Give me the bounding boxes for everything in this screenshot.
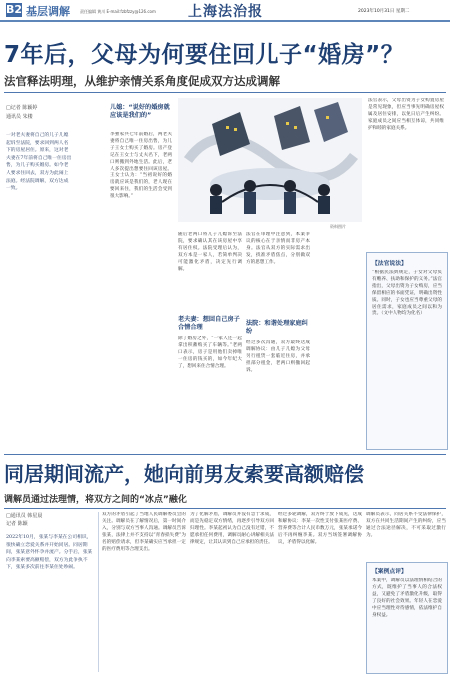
article2-col4-text: 经过多轮调解，双方终于放下成见，达成和解协议：李某一次性支付张某医疗费、营养费等合计人民币数万元，张某承诺今后不再纠缠李某。双方当场签署调解协议，矛盾得以化解。 bbox=[278, 512, 362, 545]
article2-subheadline: 调解员通过法理情，将双方之间的“冰点”融化 bbox=[4, 495, 187, 505]
divider bbox=[4, 508, 446, 509]
judge-commentary-text: “根据民法典规定，子女对父母负有赡养、扶助和保护的义务。”法官指出，父母出资为子女购房，应当保留相应的书面凭证，明确出资性质。同时，子女也应当尊重父母的居住需求，家庭成员之间以和为贵。（文中人物均为化名） bbox=[372, 270, 442, 317]
article1-byline-1: □记者 陈颖婷 bbox=[6, 105, 38, 111]
article1-col4-text: 法官在审理中注意到，本案争议的核心在于亲情而非房产本身。法官从双方的实际需求出发，找准矛盾焦点，分别做双方的思想工作。 bbox=[246, 232, 310, 265]
section-title: 基层调解 bbox=[26, 5, 70, 18]
article2-lead: 2022年10月，张某与李某在公司相识，很快确立恋爱关系并开始同居。同居期间，张某意外怀孕并流产。分手后，张某向李某索要高额赔偿，双方为此争执不下，张某多次前往李某住处吵闹。 bbox=[6, 535, 93, 571]
article1-illustration bbox=[178, 98, 362, 222]
article1-col4-text2: 经过多次沟通，双方最终达成调解协议：由儿子儿媳为父母另行租赁一套临近住房，并承担部分租金，老两口则撤回起诉。 bbox=[246, 340, 310, 373]
article1-col3-text2: 除了婚房之外，“一家人还一起拿出积蓄购买了车辆等。”老两口表示，房子是用他们卖掉唯一住房的钱买的，如今年纪大了，想回来住合情合理。 bbox=[178, 336, 242, 369]
article2-byline-1: □通讯员 韩星晨 bbox=[6, 513, 43, 519]
judge-commentary-title: 【法官说法】 bbox=[372, 261, 407, 267]
case-comment-text: 本案中，调解员以法理情相结合的方式，既维护了当事人的合法权益，又避免了矛盾激化升级，取得了良好的社会效果。年轻人在恋爱中应当理性对待感情，依法维护自身权益。 bbox=[372, 578, 442, 618]
case-comment-title: 【案例点评】 bbox=[372, 569, 407, 575]
article1-col4-subhead: 法院：和谐处理家庭纠纷 bbox=[246, 320, 308, 335]
section-divider bbox=[4, 454, 446, 455]
image-caption: 资料图片 bbox=[330, 224, 346, 229]
article2-col3-text: 为了化解矛盾，调解员并没有急于求成，而是先稳定双方情绪，再逐步引导双方回归理性。李某起初认为自己没有过错，不愿承担任何费用，调解员耐心讲解相关法律规定，让其认识到自己应承担的责任。 bbox=[190, 512, 274, 545]
page-number-badge: B2 bbox=[6, 3, 23, 16]
article1-col2-subhead: 儿媳：“说好的婚房就应该是我们的” bbox=[110, 104, 170, 119]
article2-byline-2: 记者 陈颖 bbox=[6, 521, 28, 527]
article1-headline: 7年后，父母为何要住回儿子“婚房”？ bbox=[4, 42, 405, 68]
article1-col2-text: 李強家共七年前婚后，两老夫妻将自己唯一住房出售，为儿子王女士购买了婚房。房产登记在王女士与丈夫名下，老两口则搬到外地生活。此后，老人多次提出想要住回该房屋。王女士认为：“当初说好的婚房就应该是我们的，老人现在要回来住，我们的生活会受到很大影响。” bbox=[110, 132, 172, 200]
article2-col2-text: 双方的矛盾引起了当地人民调解委员会的关注。调解员在了解情况后，第一时间介入，分别与双方当事人沟通。调解员告诉张某，法律上并不支持以“青春损失费”为名的赔偿请求，但李某确实应当承担一定的医疗费用等合理支出。 bbox=[102, 512, 186, 552]
article1-subheadline: 法官释法明理，从维护亲情关系角度促成双方达成调解 bbox=[4, 74, 280, 88]
article1-right-text: 法官表示，父母出资为子女购置房屋是常见现象，但应当事先明确房屋权属及居住安排，以免日后产生纠纷。家庭成员之间应当相互体谅，共同维护和睦的家庭关系。 bbox=[368, 98, 444, 131]
article1-byline-2: 通讯员 朱楼 bbox=[6, 114, 33, 120]
divider bbox=[4, 92, 446, 93]
article1-col3-subhead: 老夫妻：想回自己房子合情合理 bbox=[178, 316, 240, 331]
editor-info: 责任编辑 黄川 E-mail:fzbfzzy@126.com bbox=[80, 9, 156, 14]
article1-lead: 一对老夫妻将自己的儿子儿媳起诉至法院，要求回到两人名下的房屋居住。原来，这对老夫妻在7年前将自己唯一住房出售，为儿子购买婚房。如今老人要求住回去，双方为此闹上法庭。经法院调解，双方达成一致。 bbox=[6, 133, 72, 192]
column-divider bbox=[98, 512, 99, 672]
article1-col3-text: 随后老两口将儿子儿媳诉至法院，要求确认其在该房屋中享有居住权。法院受理后认为，双方本是一家人，若简单判决可能激化矛盾，决定先行调解。 bbox=[178, 232, 242, 272]
article2-col5-text: 调解员表示，同居关系不受法律保护，双方在共同生活期间产生的纠纷，应当通过合法途径解决，不可采取过激行为。 bbox=[366, 512, 446, 538]
issue-date: 2023年10月31日 星期二 bbox=[358, 9, 410, 14]
article2-headline: 同居期间流产，她向前男友索要高额赔偿 bbox=[4, 462, 364, 486]
newspaper-logo: 上海法治报 bbox=[188, 4, 263, 20]
